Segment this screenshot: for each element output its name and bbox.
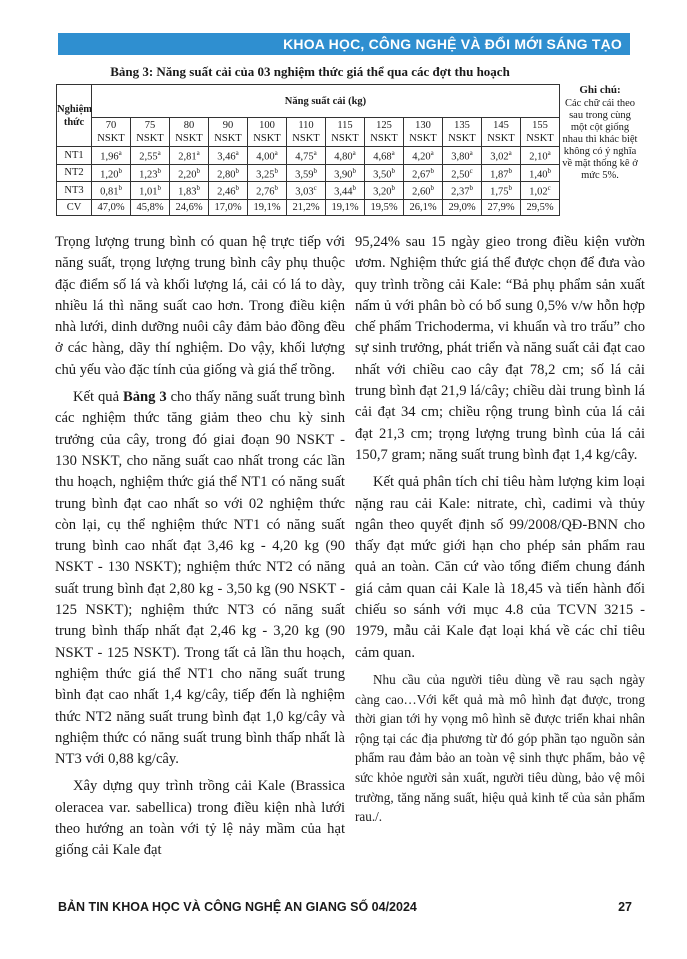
day-column-header (365, 118, 404, 147)
treatment-label: NT1 (57, 147, 92, 165)
yield-cell (209, 147, 248, 165)
day-column-header (248, 118, 287, 147)
day-unit: NSKT (175, 133, 203, 144)
yield-cell (521, 182, 560, 200)
day-unit: NSKT (253, 133, 281, 144)
yield-value: 29,0% (448, 201, 476, 213)
yield-value: 29,5% (526, 201, 554, 213)
yield-cell (365, 199, 404, 215)
significance-letter: a (196, 149, 200, 157)
day-value: 90 (222, 120, 234, 131)
day-value: 100 (259, 120, 275, 131)
note-text: Các chữ cái theo sau trong cùng một cột giống nhau thì khác biệt không có ý nghĩa về mặt thống kê ở mức 5%. (562, 98, 638, 181)
significance-letter: b (391, 166, 395, 175)
day-unit: NSKT (331, 133, 359, 144)
yield-value: 47,0% (97, 201, 125, 213)
significance-letter: b (196, 184, 200, 192)
day-unit: NSKT (526, 133, 554, 144)
row-header: Nghiệm thức (57, 85, 92, 147)
paragraph: Nhu cầu của người tiêu dùng về rau sạch ngày càng cao…Với kết quả mà mô hình đạt được, trong thời gian tới hy vọng mô hình sẽ được triển khai nhân rộng tại các địa phương từ đó góp phần tạo nguồn sản phẩm rau đảm bảo an toàn vệ sinh thực phẩm, bảo vệ sức khỏe người sản xuất, người tiêu dùng, bảo vệ môi trường, tăng năng suất, hiệu quả kinh tế của sản phẩm rau./. (355, 671, 645, 825)
significance-letter: a (430, 149, 434, 157)
yield-value: 4,00 (256, 151, 275, 163)
yield-value: 3,59 (295, 169, 314, 180)
yield-cell (404, 182, 443, 200)
day-column-header (287, 118, 326, 147)
day-column-header (482, 118, 521, 147)
yield-value: 4,68 (373, 151, 392, 163)
yield-value: 1,83 (178, 186, 197, 198)
yield-cell (248, 199, 287, 215)
day-column-header (170, 118, 209, 147)
publication-name: BẢN TIN KHOA HỌC VÀ CÔNG NGHỆ AN GIANG SỐ 04/2024 (58, 900, 417, 914)
significance-letter: b (313, 166, 317, 175)
significance-letter: b (157, 166, 161, 175)
significance-letter: b (118, 166, 122, 175)
table-title: Bảng 3: Năng suất cải của 03 nghiệm thức giá thể qua các đợt thu hoạch (110, 64, 510, 79)
day-column-header (92, 118, 131, 147)
significance-letter: a (508, 149, 512, 157)
significance-letter: b (274, 184, 278, 192)
yield-cell (131, 199, 170, 215)
day-value: 125 (376, 120, 392, 131)
yield-value: 2,46 (217, 186, 236, 198)
yield-value: 3,44 (334, 186, 353, 198)
yield-value: 19,5% (370, 201, 398, 213)
yield-value: 3,46 (217, 151, 236, 163)
significance-letter: a (352, 149, 356, 157)
significance-letter: b (547, 166, 551, 175)
day-value: 135 (454, 120, 470, 131)
yield-cell (170, 199, 209, 215)
yield-cell (209, 164, 248, 182)
significance-letter: c (469, 166, 473, 175)
significance-letter: a (469, 149, 473, 157)
paragraph: 95,24% sau 15 ngày gieo trong điều kiện vườn ươm. Nghiệm thức giá thể được chọn để đưa vào quy trình trồng cải Kale: “Bả phụ phẩm sản xuất nấm ủ với phân bò có bổ sung 0,5% v/w hỗn hợp chế phẩm Trichoderma, vi khuẩn và tro trấu” cho sự sinh trưởng, phát triển và năng suất cải đạt cao nhất với chiều cao cây đạt 78,2 cm; số lá cải trung bình đạt 21,9 lá/cây; chiều dài trung bình lá cải đạt 34 cm; chiều rộng trung bình của lá cải đạt 21,3 cm; trọng lượng trung bình của lá cải 150,7 gram; năng suất trung bình đạt 1,4 kg/cây. (355, 234, 645, 463)
yield-cell (170, 182, 209, 200)
significance-letter: b (430, 184, 434, 192)
yield-cell (248, 147, 287, 165)
yield-value: 27,9% (487, 201, 515, 213)
yield-cell (443, 199, 482, 215)
paragraph-text: cho thấy năng suất trung bình các nghiệm thức tăng giảm theo chu kỳ sinh trưởng của cây, trong đó giai đoạn 90 NSKT - 130 NSKT, cho năng suất cao nhất trong các lần thu hoạch, nghiệm thức giá thể NT1 có năng suất trung bình đạt cao nhất so với 02 nghiệm thức còn lại, cụ thể nghiệm thức NT1 có năng suất trung bình cao nhất đạt 3,46 kg - 4,20 kg (90 NSKT - 130 NSKT); nghiệm thức NT2 có năng suất trung bình đạt 2,80 kg - 3,50 kg (90 NSKT - 125 NSKT); nghiệm thức NT3 có năng suất trung bình thấp nhất đạt 2,46 kg - 3,20 kg (90 NSKT - 125 NSKT). Trong tất cả lần thu hoạch, nghiệm thức giá thể NT1 cho năng suất trung bình đạt cao nhất 1,4 kg/cây, tiếp đến là nghiệm thức NT2 năng suất trung bình đạt 1,0 kg/cây và nghiệm thức có năng suất trung bình thấp nhất là NT3 với 0,88 kg/cây. (55, 389, 345, 768)
significance-letter: b (508, 184, 512, 192)
yield-value: 2,81 (178, 151, 197, 163)
day-unit: NSKT (448, 133, 476, 144)
yield-cell (482, 182, 521, 200)
treatment-label: NT2 (57, 164, 92, 182)
significance-letter: a (313, 149, 317, 157)
treatment-label: CV (57, 199, 92, 215)
paragraph: Trọng lượng trung bình có quan hệ trực tiếp với năng suất, trọng lượng trung bình cây phụ thuộc đặc điểm số lá và khối lượng lá, cải có lá to dày, nhiều lá thì năng suất cao hơn. Trong điều kiện nhà lưới, dinh dưỡng nuôi cây đảm bảo đồng đều ở các hàng, dãy thí nghiệm. Do vậy, khối lượng chủ yếu vào đặc tính của giống và giá thể trồng. (55, 234, 345, 378)
yield-value: 2,55 (139, 151, 158, 163)
table-reference: Bảng 3 (122, 389, 167, 406)
yield-value: 4,20 (412, 151, 431, 163)
paragraph: Xây dựng quy trình trồng cải Kale (Brassica oleracea var. sabellica) trong điều kiện nhà lưới theo hướng an toàn với tỷ lệ nảy mầm của hạt giống cải Kale đạt (55, 778, 345, 859)
yield-cell (521, 199, 560, 215)
yield-value: 3,50 (373, 169, 392, 180)
yield-cell (482, 199, 521, 215)
day-header-row (57, 118, 560, 147)
left-column (55, 232, 345, 862)
day-column-header (209, 118, 248, 147)
yield-value: 2,10 (529, 151, 548, 163)
significance-letter: b (157, 184, 161, 192)
significance-letter: a (118, 149, 122, 157)
table-row (57, 147, 560, 165)
yield-value: 4,80 (334, 151, 353, 163)
yield-value: 2,67 (412, 169, 431, 180)
group-header: Năng suất cải (kg) (92, 85, 560, 118)
day-value: 130 (415, 120, 431, 131)
yield-value: 1,20 (100, 169, 119, 180)
yield-cell (248, 182, 287, 200)
day-value: 115 (337, 120, 353, 131)
yield-value: 21,2% (292, 201, 320, 213)
yield-value: 3,80 (451, 151, 470, 163)
yield-cell (521, 164, 560, 182)
significance-letter: b (469, 184, 473, 192)
yield-value: 2,50 (451, 169, 470, 180)
day-column-header (404, 118, 443, 147)
day-unit: NSKT (136, 133, 164, 144)
yield-cell (482, 164, 521, 182)
significance-letter: a (235, 149, 239, 157)
yield-value: 0,81 (100, 186, 119, 198)
yield-cell (326, 164, 365, 182)
yield-value: 3,90 (334, 169, 353, 180)
yield-cell (209, 199, 248, 215)
day-unit: NSKT (409, 133, 437, 144)
significance-letter: b (508, 166, 512, 175)
yield-cell (170, 147, 209, 165)
significance-letter: b (430, 166, 434, 175)
table-row (57, 182, 560, 200)
yield-cell (248, 164, 287, 182)
day-column-header (326, 118, 365, 147)
yield-value: 2,37 (451, 186, 470, 198)
yield-cell (404, 164, 443, 182)
significance-letter: a (157, 149, 161, 157)
yield-value: 1,02 (529, 186, 548, 198)
yield-cell (326, 182, 365, 200)
yield-cell (365, 147, 404, 165)
significance-letter: b (391, 184, 395, 192)
yield-value: 3,25 (256, 169, 275, 180)
yield-cell (326, 147, 365, 165)
yield-cell (404, 199, 443, 215)
yield-value: 19,1% (331, 201, 359, 213)
significance-letter: b (274, 166, 278, 175)
day-value: 145 (493, 120, 509, 131)
right-column (355, 232, 645, 827)
yield-cell (287, 182, 326, 200)
yield-cell (287, 164, 326, 182)
day-column-header (521, 118, 560, 147)
yield-cell (326, 199, 365, 215)
yield-value: 1,87 (490, 169, 509, 180)
yield-value: 4,75 (295, 151, 314, 163)
day-unit: NSKT (292, 133, 320, 144)
table-row (57, 199, 560, 215)
table-note (562, 84, 638, 182)
significance-letter: b (196, 166, 200, 175)
yield-value: 2,60 (412, 186, 431, 198)
yield-cell (482, 147, 521, 165)
day-unit: NSKT (370, 133, 398, 144)
yield-cell (404, 147, 443, 165)
yield-value: 1,01 (139, 186, 158, 198)
day-unit: NSKT (214, 133, 242, 144)
table-row (57, 164, 560, 182)
yield-value: 17,0% (214, 201, 242, 213)
day-value: 110 (298, 120, 314, 131)
day-value: 155 (532, 120, 548, 131)
yield-value: 24,6% (175, 201, 203, 213)
yield-cell (131, 164, 170, 182)
note-title: Ghi chú: (579, 84, 621, 96)
significance-letter: b (352, 166, 356, 175)
yield-value: 19,1% (253, 201, 281, 213)
yield-value: 2,76 (256, 186, 275, 198)
significance-letter: b (235, 184, 239, 192)
significance-letter: a (274, 149, 278, 157)
page-number: 27 (618, 900, 632, 914)
yield-cell (287, 199, 326, 215)
yield-value: 2,20 (178, 169, 197, 180)
yield-value: 26,1% (409, 201, 437, 213)
yield-cell (131, 182, 170, 200)
yield-table (56, 84, 560, 216)
significance-letter: c (547, 184, 551, 192)
yield-value: 3,02 (490, 151, 509, 163)
section-banner: KHOA HỌC, CÔNG NGHỆ VÀ ĐỔI MỚI SÁNG TẠO (58, 33, 630, 55)
yield-cell (443, 147, 482, 165)
yield-value: 3,20 (373, 186, 392, 198)
paragraph: Kết quả phân tích chỉ tiêu hàm lượng kim loại nặng rau cải Kale: nitrate, chì, cadimi và thủy ngân theo quyết định số 99/2008/QĐ-BNN cho thấy đạt mức giới hạn cho phép sản phẩm rau quả an toàn. Căn cứ vào tổng điểm chung đánh giá cảm quan cải Kale là 18,45 và tiến hành đối chiếu so sánh với mục 4.8 của TCVN 3215 - 1979, mẫu cải Kale đạt loại khá về các chỉ tiêu cảm quan. (355, 474, 645, 661)
yield-value: 1,40 (529, 169, 548, 180)
significance-letter: b (118, 184, 122, 192)
significance-letter: b (352, 184, 356, 192)
yield-cell (92, 147, 131, 165)
treatment-label: NT3 (57, 182, 92, 200)
yield-cell (287, 147, 326, 165)
yield-cell (92, 164, 131, 182)
day-column-header (131, 118, 170, 147)
paragraph (55, 387, 345, 770)
yield-cell (209, 182, 248, 200)
yield-cell (131, 147, 170, 165)
paragraph-text: Kết quả (73, 389, 123, 406)
yield-value: 1,23 (139, 169, 158, 180)
yield-value: 2,80 (217, 169, 236, 180)
yield-cell (170, 164, 209, 182)
day-unit: NSKT (487, 133, 515, 144)
yield-value: 45,8% (136, 201, 164, 213)
yield-cell (443, 182, 482, 200)
yield-cell (365, 164, 404, 182)
yield-value: 3,03 (295, 186, 314, 198)
yield-value: 1,96 (100, 151, 119, 163)
significance-letter: a (391, 149, 395, 157)
day-value: 80 (183, 120, 195, 131)
significance-letter: b (235, 166, 239, 175)
day-value: 70 (105, 120, 117, 131)
yield-value: 1,75 (490, 186, 509, 198)
yield-cell (521, 147, 560, 165)
yield-cell (92, 199, 131, 215)
significance-letter: a (547, 149, 551, 157)
day-column-header (443, 118, 482, 147)
day-value: 75 (144, 120, 156, 131)
yield-cell (443, 164, 482, 182)
page-footer (58, 900, 632, 914)
significance-letter: c (313, 184, 317, 192)
yield-cell (92, 182, 131, 200)
day-unit: NSKT (97, 133, 125, 144)
yield-cell (365, 182, 404, 200)
